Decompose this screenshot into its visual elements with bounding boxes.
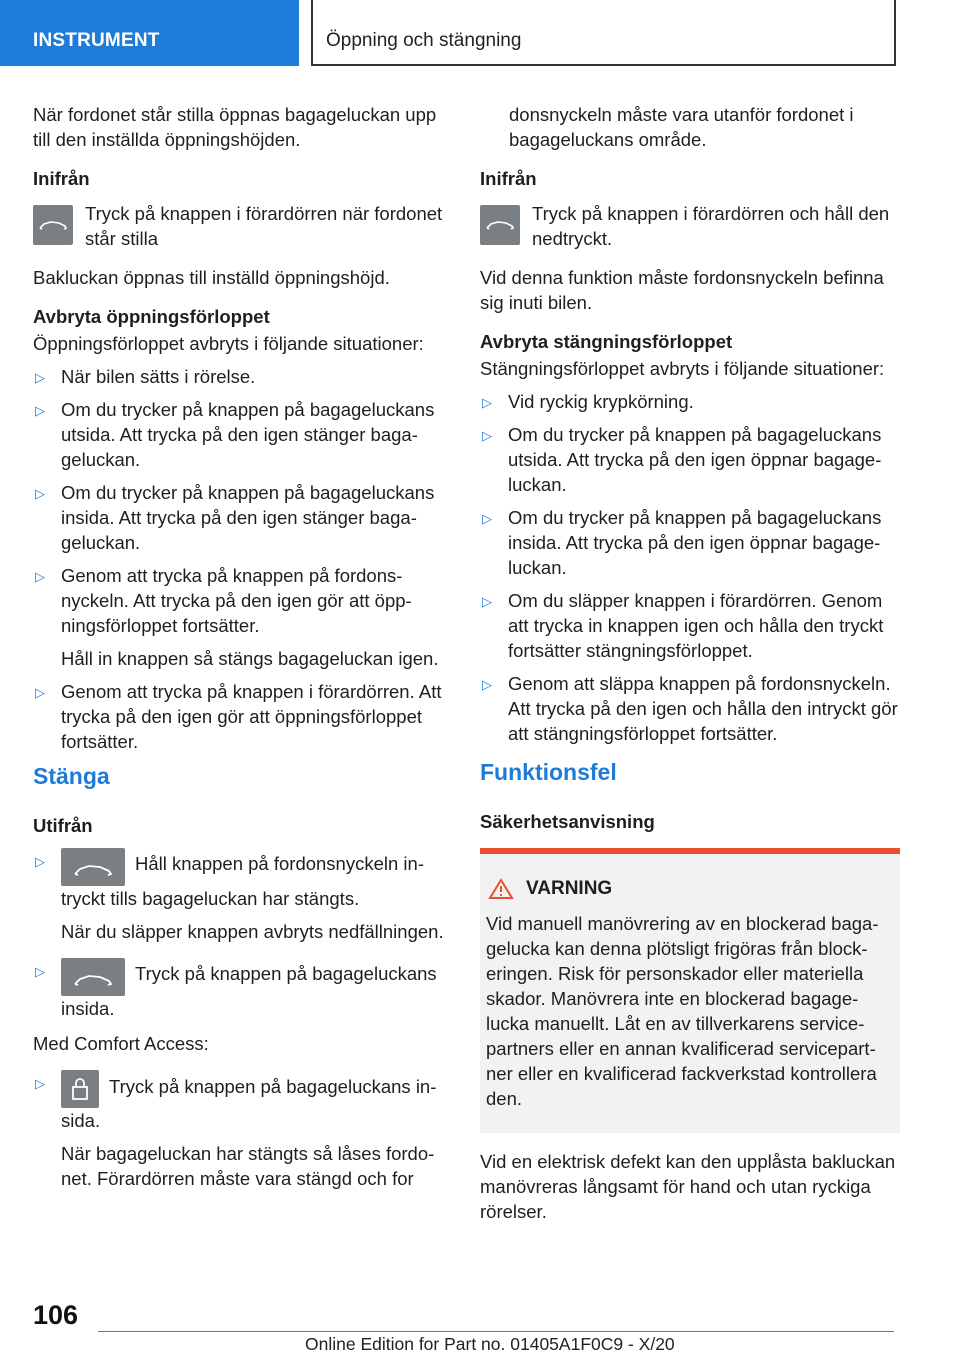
abort-opening-heading: Avbryta öppningsförloppet <box>33 306 270 327</box>
inside-instruction-text: Tryck på knappen i förardörren när fordonet står stilla <box>85 203 443 249</box>
inside-note: Vid denna funktion måste fordonsnyckeln befinna sig inuti bilen. <box>480 267 884 313</box>
abort-closing-list <box>480 389 900 746</box>
page-header <box>0 0 960 66</box>
triangle-bullet-icon: ▷ <box>35 685 45 700</box>
result-paragraph: Bakluckan öppnas till inställd öppningshöjd. <box>33 267 390 288</box>
triangle-bullet-icon: ▷ <box>35 964 45 979</box>
list-item: ▷ Om du trycker på knappen på bagageluckans utsida. Att trycka på den igen stänger bagageluckan. <box>35 399 435 470</box>
tailgate-button-icon <box>480 205 520 245</box>
chapter-title: Öppning och stängning <box>311 0 896 66</box>
warning-box <box>480 848 900 1133</box>
inside-instruction-text: Tryck på knappen i förardörren och håll den nedtryckt. <box>532 203 890 249</box>
malfunction-section-title: Funktionsfel <box>480 759 617 785</box>
list-item: ▷ Vid ryckig krypkörning. <box>480 389 900 414</box>
outside-list <box>33 848 453 1021</box>
tailgate-button-icon <box>33 205 73 245</box>
triangle-bullet-icon: ▷ <box>482 594 492 609</box>
list-item: ▷ Tryck på knappen på bagageluckans insida. När bagageluckan har stängts så låses fordonet. Förardörren måste vara stängd och for <box>33 1070 453 1191</box>
abort-opening-list <box>33 364 453 754</box>
safety-heading: Säkerhetsanvisning <box>480 811 655 832</box>
list-item-continuation: Håll in knappen så stängs bagageluckan igen. <box>61 648 439 669</box>
triangle-bullet-icon: ▷ <box>35 569 45 584</box>
triangle-bullet-icon: ▷ <box>35 403 45 418</box>
inside-heading-right: Inifrån <box>480 168 537 189</box>
abort-closing-heading: Avbryta stängningsförloppet <box>480 331 733 352</box>
right-column <box>480 102 900 1238</box>
triangle-bullet-icon: ▷ <box>35 486 45 501</box>
car-key-tailgate-icon <box>61 848 125 886</box>
comfort-access-label: Med Comfort Access: <box>33 1033 209 1054</box>
list-item: ▷ När bilen sätts i rörelse. <box>33 364 453 389</box>
triangle-bullet-icon: ▷ <box>35 1076 45 1091</box>
list-item: ▷ Tryck på knappen på bagageluckans insida. <box>33 958 453 1021</box>
list-item: ▷ Om du trycker på knappen på bagageluckans insida. Att trycka på den igen stänger bagageluckan. <box>35 482 435 553</box>
list-item: ▷ Om du släpper knappen i förardörren. Genom att trycka in knappen igen och hålla den tryckt fortsätter stängningsförloppet. <box>482 590 884 661</box>
section-tab: INSTRUMENT <box>0 0 299 66</box>
list-item: ▷ Om du trycker på knappen på bagageluckans utsida. Att trycka på den igen öppnar bagageluckan. <box>482 424 882 495</box>
list-item: ▷ Håll knappen på fordonsnyckeln intryckt tills bagageluckan har stängts. När du släpper knappen avbryts nedfällningen. <box>33 848 453 944</box>
list-item: ▷ Om du trycker på knappen på bagageluckans insida. Att trycka på den igen öppnar bagageluckan. <box>482 507 882 578</box>
lock-icon <box>61 1070 99 1108</box>
outside-heading: Utifrån <box>33 815 93 836</box>
continued-paragraph: donsnyckeln måste vara utanför fordonet i bagageluckans område. <box>509 104 854 150</box>
warning-text: Vid manuell manövrering av en blockerad bagagelucka kan denna plötsligt frigöras från blockeringen. Risk för personskador eller materiella skador. Manövrera inte en blockerad bagagelucka manuellt. Låt en av tillverkarens servicepartners eller en annan kvalificerad servicepartner eller en kvalificerad fackverkstad kontrollera den. <box>486 913 879 1109</box>
abort-opening-intro: Öppningsförloppet avbryts i följande situationer: <box>33 333 424 354</box>
edition-note: Online Edition for Part no. 01405A1F0C9 - X/20 <box>305 1334 675 1354</box>
final-paragraph: Vid en elektrisk defekt kan den upplåsta bakluckan manövreras långsamt för hand och utan ryckiga rörelser. <box>480 1151 896 1222</box>
tailgate-inside-button-icon <box>61 958 125 996</box>
warning-title: VARNING <box>486 876 892 901</box>
list-item: ▷ Genom att släppa knappen på fordonsnyckeln. Att trycka på den igen och hålla den intryckt gör att stängningsförloppet fortsätter. <box>482 673 898 744</box>
close-section-title: Stänga <box>33 763 110 789</box>
triangle-bullet-icon: ▷ <box>482 677 492 692</box>
list-item: ▷ Genom att trycka på knappen på fordonsnyckeln. Att trycka på den igen gör att öppningsförloppet fortsätter. Håll in knappen så stängs bagageluckan igen. <box>33 563 453 671</box>
triangle-bullet-icon: ▷ <box>35 370 45 385</box>
intro-paragraph: När fordonet står stilla öppnas bagageluckan upp till den inställda öppningshöjden. <box>33 104 437 150</box>
triangle-bullet-icon: ▷ <box>482 511 492 526</box>
footer-divider <box>98 1331 894 1332</box>
abort-closing-intro: Stängningsförloppet avbryts i följande situationer: <box>480 358 885 379</box>
inside-heading: Inifrån <box>33 168 90 189</box>
list-item: ▷ Genom att trycka på knappen i förardörren. Att trycka på den igen gör att öppningsförloppet fortsätter. <box>35 681 442 752</box>
inside-instruction <box>33 201 453 251</box>
left-column <box>33 102 453 1201</box>
triangle-bullet-icon: ▷ <box>482 428 492 443</box>
triangle-bullet-icon: ▷ <box>35 854 45 869</box>
comfort-access-list <box>33 1070 453 1191</box>
list-item-continuation: När bagageluckan har stängts så låses fordonet. Förardörren måste vara stängd och for <box>61 1143 435 1189</box>
inside-instruction-right <box>480 201 900 251</box>
page-number: 106 <box>33 1300 79 1330</box>
warning-triangle-icon <box>488 878 514 900</box>
triangle-bullet-icon: ▷ <box>482 395 492 410</box>
list-item-continuation: När du släpper knappen avbryts nedfällningen. <box>61 921 444 942</box>
